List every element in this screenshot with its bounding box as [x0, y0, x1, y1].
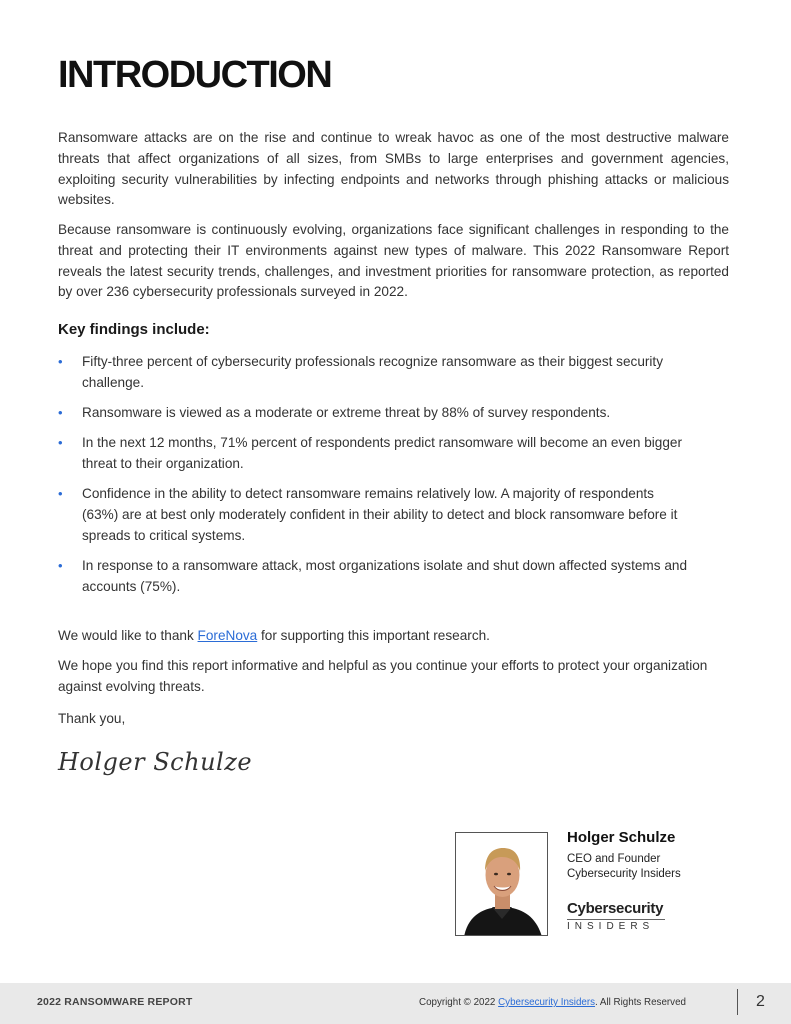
- list-item: [58, 483, 678, 546]
- forenova-link[interactable]: ForeNova: [197, 628, 258, 643]
- bullet-icon: •: [58, 435, 63, 450]
- author-organization: Cybersecurity Insiders: [567, 868, 681, 880]
- finding-text: In response to a ransomware attack, most organizations isolate and shut down affected systems and accounts (75%).: [82, 558, 688, 594]
- key-findings-heading: Key findings include:: [58, 321, 210, 338]
- author-portrait-icon: [456, 833, 548, 936]
- finding-text: In the next 12 months, 71% percent of respondents predict ransomware will become an even bigger threat to their organization.: [82, 435, 682, 471]
- copyright-after: . All Rights Reserved: [595, 997, 686, 1008]
- page-footer: [0, 983, 791, 1024]
- thanks-text-after: for supporting this important research.: [257, 628, 490, 643]
- finding-text: Fifty-three percent of cybersecurity professionals recognize ransomware as their biggest security challenge.: [82, 354, 664, 390]
- handwritten-signature: Holger Schulze: [58, 748, 253, 776]
- author-photo: [455, 832, 548, 936]
- cybersecurity-insiders-link[interactable]: Cybersecurity Insiders: [498, 997, 596, 1008]
- thanks-text-before: We would like to thank: [58, 628, 198, 643]
- bullet-icon: •: [58, 486, 63, 501]
- intro-paragraph-1: Ransomware attacks are on the rise and continue to wreak havoc as one of the most destructive malware threats that affect organizations of all sizes, from SMBs to large enterprises and government agencies, exploiting security vulnerabilities by infecting endpoints and networks through phishing attacks or malicious websites.: [58, 130, 729, 208]
- sign-off: Thank you,: [58, 711, 126, 726]
- footer-divider: [737, 989, 738, 1015]
- bullet-icon: •: [58, 354, 63, 369]
- finding-text: Ransomware is viewed as a moderate or extreme threat by 88% of survey respondents.: [82, 405, 611, 420]
- logo-divider: [567, 919, 665, 920]
- list-item: [58, 402, 729, 423]
- thanks-paragraph: [58, 625, 490, 646]
- page-number: 2: [756, 993, 765, 1010]
- bullet-icon: •: [58, 405, 63, 420]
- list-item: [58, 351, 678, 393]
- cybersecurity-insiders-logo: [567, 900, 677, 940]
- copyright-before: Copyright © 2022: [419, 997, 499, 1008]
- footer-copyright: [419, 997, 686, 1008]
- author-name: Holger Schulze: [567, 829, 676, 846]
- key-findings-list: [58, 351, 729, 597]
- bullet-icon: •: [58, 558, 63, 573]
- logo-wordmark-bottom: INSIDERS: [567, 921, 655, 932]
- logo-wordmark-top: Cybersecurity: [567, 900, 664, 917]
- author-role: CEO and Founder: [567, 853, 661, 865]
- closing-paragraph: We hope you find this report informative and helpful as you continue your efforts to protect your organization against evolving threats.: [58, 658, 708, 694]
- list-item: [58, 432, 718, 474]
- finding-text: Confidence in the ability to detect ransomware remains relatively low. A majority of respondents (63%) are at best only moderately confident in their ability to detect and block ransomware before it spreads to critical systems.: [82, 486, 678, 543]
- footer-report-title: 2022 RANSOMWARE REPORT: [37, 996, 193, 1008]
- intro-paragraph-2: Because ransomware is continuously evolving, organizations face significant challenges in responding to the threat and protecting their IT environments against new types of malware. This 2022 Ransomware Report reveals the latest security trends, challenges, and investment priorities for ransomware protection, as reported by over 236 cybersecurity professionals surveyed in 2022.: [58, 222, 729, 300]
- list-item: [58, 555, 698, 597]
- page-title: INTRODUCTION: [58, 54, 332, 96]
